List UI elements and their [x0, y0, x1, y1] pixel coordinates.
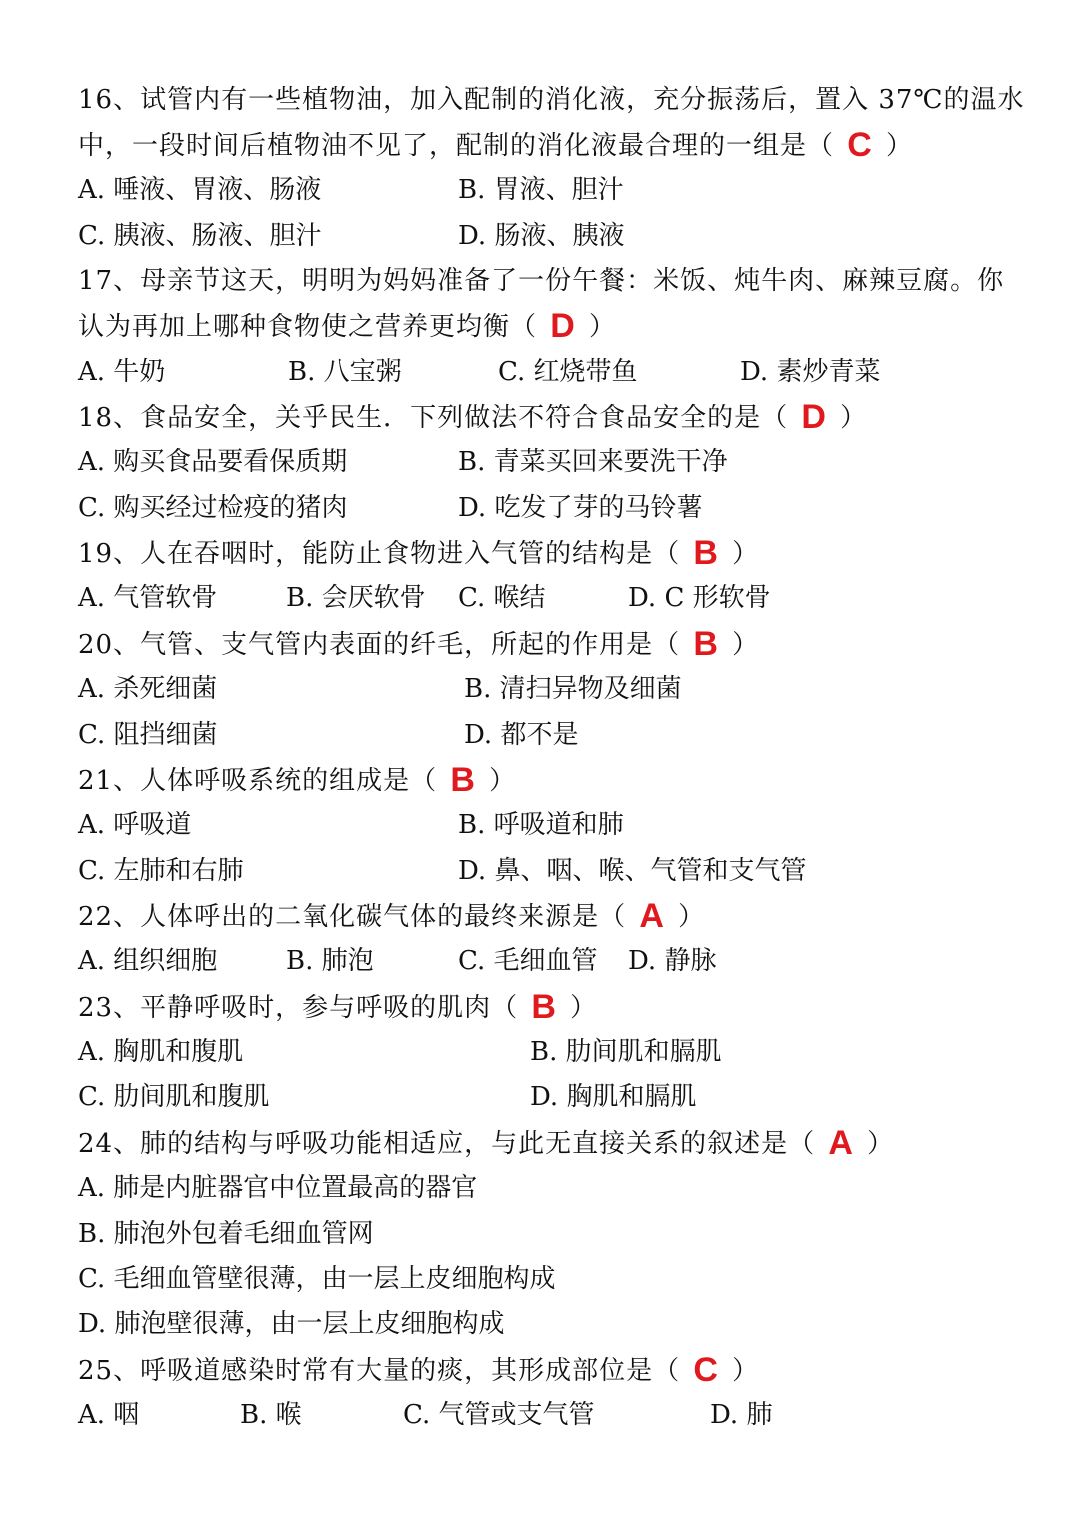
option-c: C. 左肺和右肺 — [78, 856, 244, 886]
option-d: D. 胸肌和膈肌 — [530, 1082, 697, 1112]
option-b: B. 喉 — [240, 1400, 302, 1430]
answer-mark: B — [450, 761, 476, 799]
question-22 — [78, 896, 705, 936]
option-c: C. 红烧带鱼 — [498, 357, 638, 387]
option-b: B. 会厌软骨 — [286, 583, 426, 613]
option-d: D. 肺 — [710, 1400, 773, 1430]
option-b: B. 肋间肌和膈肌 — [530, 1037, 722, 1067]
question-text: 24、肺的结构与呼吸功能相适应，与此无直接关系的叙述是（ — [78, 1129, 816, 1159]
option-a: A. 肺是内脏器官中位置最高的器官 — [78, 1173, 478, 1203]
question-18 — [78, 397, 867, 437]
option-b: B. 肺泡外包着毛细血管网 — [78, 1219, 374, 1249]
option-d: D. 吃发了芽的马铃薯 — [458, 493, 703, 523]
option-b: B. 八宝粥 — [288, 357, 402, 387]
question-25 — [78, 1350, 759, 1390]
option-c: C. 阻挡细菌 — [78, 720, 218, 750]
option-a: A. 唾液、胃液、肠液 — [78, 175, 322, 205]
option-d: D. 素炒青菜 — [740, 357, 881, 387]
closing-paren: ） — [732, 630, 760, 660]
option-a: A. 咽 — [78, 1400, 140, 1430]
option-d: D. 静脉 — [628, 946, 717, 976]
question-23 — [78, 987, 597, 1027]
answer-mark: B — [693, 534, 719, 572]
option-a: A. 组织细胞 — [78, 946, 218, 976]
question-20 — [78, 624, 759, 664]
option-c: C. 购买经过检疫的猪肉 — [78, 493, 348, 523]
answer-mark: C — [847, 126, 873, 164]
option-c: C. 毛细血管 — [458, 946, 598, 976]
closing-paren: ） — [678, 902, 706, 932]
question-17-line-2 — [78, 306, 616, 346]
option-d: D. 肠液、胰液 — [458, 221, 625, 251]
option-d: D. 都不是 — [464, 720, 579, 750]
option-b: B. 清扫异物及细菌 — [464, 674, 682, 704]
answer-mark: D — [550, 307, 576, 345]
question-16-line-2 — [78, 125, 913, 165]
question-text: 25、呼吸道感染时常有大量的痰，其形成部位是（ — [78, 1356, 681, 1386]
question-text: 认为再加上哪种食物使之营养更均衡（ — [78, 312, 538, 342]
option-c: C. 气管或支气管 — [403, 1400, 595, 1430]
option-a: A. 牛奶 — [78, 357, 166, 387]
option-c: C. 胰液、肠液、胆汁 — [78, 221, 322, 251]
option-a: A. 呼吸道 — [78, 810, 192, 840]
option-a: A. 杀死细菌 — [78, 674, 218, 704]
answer-mark: A — [639, 897, 665, 935]
option-d: D. 鼻、咽、喉、气管和支气管 — [458, 856, 807, 886]
option-c: C. 肋间肌和腹肌 — [78, 1082, 270, 1112]
question-text: 21、人体呼吸系统的组成是（ — [78, 766, 438, 796]
closing-paren: ） — [489, 766, 517, 796]
question-17-line-1: 17、母亲节这天，明明为妈妈准备了一份午餐：米饭、炖牛肉、麻辣豆腐。你 — [78, 266, 1005, 296]
question-text: 18、食品安全，关乎民生．下列做法不符合食品安全的是（ — [78, 403, 789, 433]
option-b: B. 肺泡 — [286, 946, 374, 976]
question-text: 23、平静呼吸时，参与呼吸的肌肉（ — [78, 993, 519, 1023]
question-text: 中，一段时间后植物油不见了，配制的消化液最合理的一组是（ — [78, 131, 835, 161]
closing-paren: ） — [570, 993, 598, 1023]
option-b: B. 呼吸道和肺 — [458, 810, 624, 840]
option-b: B. 青菜买回来要洗干净 — [458, 447, 728, 477]
option-a: A. 胸肌和腹肌 — [78, 1037, 244, 1067]
closing-paren: ） — [886, 131, 914, 161]
closing-paren: ） — [732, 1356, 760, 1386]
question-19 — [78, 533, 759, 573]
answer-mark: B — [693, 625, 719, 663]
closing-paren: ） — [732, 539, 760, 569]
question-text: 20、气管、支气管内表面的纤毛，所起的作用是（ — [78, 630, 681, 660]
closing-paren: ） — [589, 312, 617, 342]
question-text: 22、人体呼出的二氧化碳气体的最终来源是（ — [78, 902, 627, 932]
option-c: C. 毛细血管壁很薄，由一层上皮细胞构成 — [78, 1264, 556, 1294]
option-c: C. 喉结 — [458, 583, 546, 613]
answer-mark: D — [801, 398, 827, 436]
closing-paren: ） — [840, 403, 868, 433]
question-16-line-1: 16、试管内有一些植物油，加入配制的消化液，充分振荡后，置入 37℃的温水 — [78, 85, 1025, 115]
question-text: 19、人在吞咽时，能防止食物进入气管的结构是（ — [78, 539, 681, 569]
answer-mark: B — [531, 988, 557, 1026]
option-a: A. 购买食品要看保质期 — [78, 447, 348, 477]
answer-mark: C — [693, 1351, 719, 1389]
option-a: A. 气管软骨 — [78, 583, 218, 613]
closing-paren: ） — [867, 1129, 895, 1159]
question-24 — [78, 1123, 894, 1163]
option-d: D. C 形软骨 — [628, 583, 771, 613]
answer-mark: A — [828, 1124, 854, 1162]
option-d: D. 肺泡壁很薄，由一层上皮细胞构成 — [78, 1309, 505, 1339]
question-21 — [78, 760, 516, 800]
option-b: B. 胃液、胆汁 — [458, 175, 624, 205]
